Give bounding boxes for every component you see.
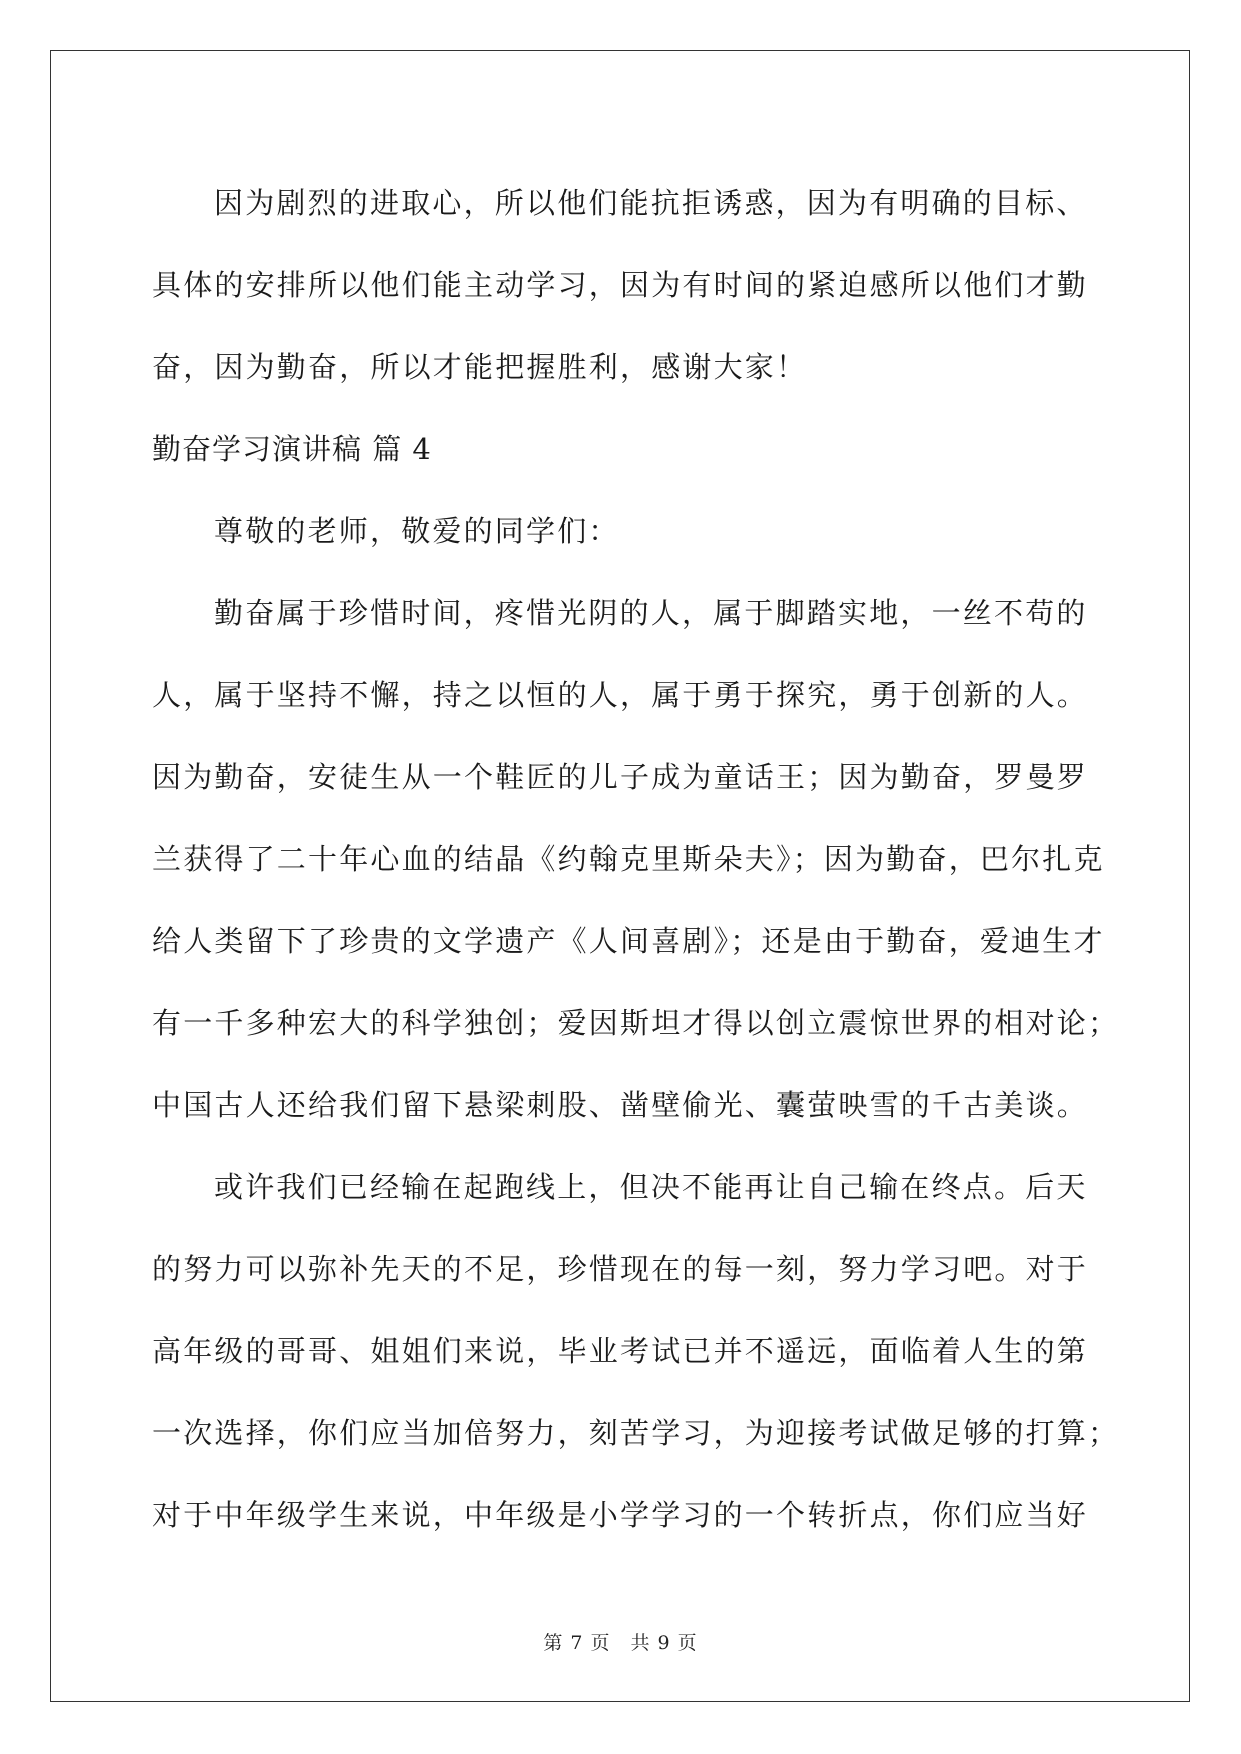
paragraph-line: 兰获得了二十年心血的结晶《约翰克里斯朵夫》；因为勤奋，巴尔扎克 bbox=[152, 842, 1105, 876]
page-number-footer: 第 7 页 共 9 页 bbox=[543, 1632, 698, 1654]
paragraph-line: 的努力可以弥补先天的不足，珍惜现在的每一刻，努力学习吧。对于 bbox=[152, 1252, 1089, 1286]
section-heading: 勤奋学习演讲稿 篇 4 bbox=[152, 432, 432, 466]
paragraph-line: 奋，因为勤奋，所以才能把握胜利，感谢大家！ bbox=[152, 350, 808, 384]
paragraph-line: 给人类留下了珍贵的文学遗产《人间喜剧》；还是由于勤奋，爱迪生才 bbox=[152, 924, 1105, 958]
paragraph-line: 因为剧烈的进取心，所以他们能抗拒诱惑，因为有明确的目标、 bbox=[214, 186, 1088, 220]
paragraph-line: 中国古人还给我们留下悬梁刺股、凿壁偷光、囊萤映雪的千古美谈。 bbox=[152, 1088, 1089, 1122]
paragraph-line: 对于中年级学生来说，中年级是小学学习的一个转折点，你们应当好 bbox=[152, 1498, 1089, 1532]
paragraph-line: 一次选择，你们应当加倍努力，刻苦学习，为迎接考试做足够的打算； bbox=[152, 1416, 1120, 1450]
paragraph-line: 高年级的哥哥、姐姐们来说，毕业考试已并不遥远，面临着人生的第 bbox=[152, 1334, 1089, 1368]
paragraph-line: 或许我们已经输在起跑线上，但决不能再让自己输在终点。后天 bbox=[214, 1170, 1088, 1204]
salutation: 尊敬的老师，敬爱的同学们： bbox=[214, 514, 620, 548]
paragraph-line: 勤奋属于珍惜时间，疼惜光阴的人，属于脚踏实地，一丝不苟的 bbox=[214, 596, 1088, 630]
document-body bbox=[152, 162, 1120, 1556]
paragraph-line: 人，属于坚持不懈，持之以恒的人，属于勇于探究，勇于创新的人。 bbox=[152, 678, 1089, 712]
paragraph-line: 具体的安排所以他们能主动学习，因为有时间的紧迫感所以他们才勤 bbox=[152, 268, 1089, 302]
paragraph-line: 因为勤奋，安徒生从一个鞋匠的儿子成为童话王；因为勤奋，罗曼罗 bbox=[152, 760, 1089, 794]
paragraph-line: 有一千多种宏大的科学独创；爱因斯坦才得以创立震惊世界的相对论； bbox=[152, 1006, 1120, 1040]
